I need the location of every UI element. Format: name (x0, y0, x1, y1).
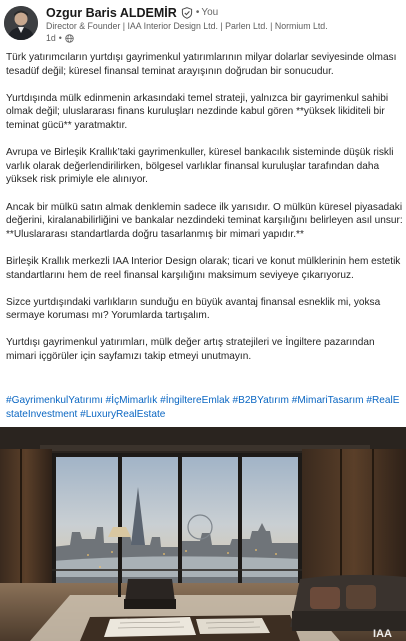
hashtag-link[interactable]: #GayrimenkulYatırımı (6, 395, 103, 406)
post-paragraph: Avrupa ve Birleşik Krallık’taki gayrimenkuller, küresel bankacılık sisteminde düşük riskli varlık olarak değerlendirilirken, bölgesel varlıklar finansal kuruluşlar tarafından daha yüksek risk primiyle ele alınıyor. (6, 147, 394, 186)
post-paragraph: Yurtdışı gayrimenkul yatırımları, mülk değer artış stratejileri ve İngiltere pazarından mimari içgörüler için sayfamızı takip etmeyi unutmayın. (6, 337, 375, 363)
post-meta (46, 32, 402, 44)
post-paragraph: Birleşik Krallık merkezli IAA Interior Design olarak; ticari ve konut mülklerinin hem estetik standartlarını hem de reel finansal karşılığını maksimum seviyeye çıkarıyoruz. (6, 255, 401, 281)
author-block (46, 5, 402, 44)
post-header (0, 0, 406, 43)
post-image[interactable] (0, 427, 406, 641)
hashtag-link[interactable]: #B2BYatırım (232, 395, 289, 406)
post-paragraph: Türk yatırımcıların yurtdışı gayrimenkul yatırımlarının milyar dolarlar seviyesinde olması tesadüf değil; küresel finansal teminat arayışının doğrudan bir sonucudur. (6, 52, 397, 77)
hashtag-list (6, 394, 404, 421)
hashtag-link[interactable]: #RealEstateInvestment (6, 395, 400, 420)
post-body (6, 51, 404, 377)
verified-shield-icon (181, 7, 193, 19)
hashtag-link[interactable]: #LuxuryRealEstate (80, 408, 166, 420)
name-separator: • (195, 7, 200, 18)
post-paragraph: Ancak bir mülkü satın almak denklemin sadece ilk yarısıdır. O mülkün küresel piyasadaki değerini, kiralanabilirliğini ve bankalar nezdindeki teminat karşılığını belirleyen asıl unsur: **Uluslararası standartlarda doğru tasarlanmış bir mimari yapıdır.** (6, 201, 403, 240)
avatar[interactable] (4, 6, 38, 40)
author-name[interactable]: Ozgur Baris ALDEMİR (46, 5, 177, 20)
image-watermark: IAA (373, 628, 392, 640)
post-time[interactable]: 1d (46, 33, 56, 43)
you-label: You (201, 7, 219, 18)
post-paragraph: Yurtdışında mülk edinmenin arkasındaki temel strateji, yalnızca bir gayrimenkul sahibi olmak değil; uluslararası finans kuruluşları nezdinde kabul gören **yüksek likiditeli bir teminat gücü** yaratmaktır. (6, 92, 389, 131)
globe-icon (65, 34, 74, 43)
hashtag-link[interactable]: #İçMimarlık (105, 395, 158, 406)
meta-separator: • (58, 33, 62, 43)
hashtag-link[interactable]: #MimariTasarım (291, 395, 364, 406)
post-paragraph: Sizce yurtdışındaki varlıkların sunduğu en büyük avantaj finansal esneklik mi, yoksa sermaye koruması mı? Yorumlarda tartışalım. (6, 296, 381, 322)
hashtag-link[interactable]: #İngiltereEmlak (160, 395, 230, 406)
author-headline: Director & Founder | IAA Interior Design Ltd. | Parlen Ltd. | Normium Ltd. (46, 21, 328, 31)
